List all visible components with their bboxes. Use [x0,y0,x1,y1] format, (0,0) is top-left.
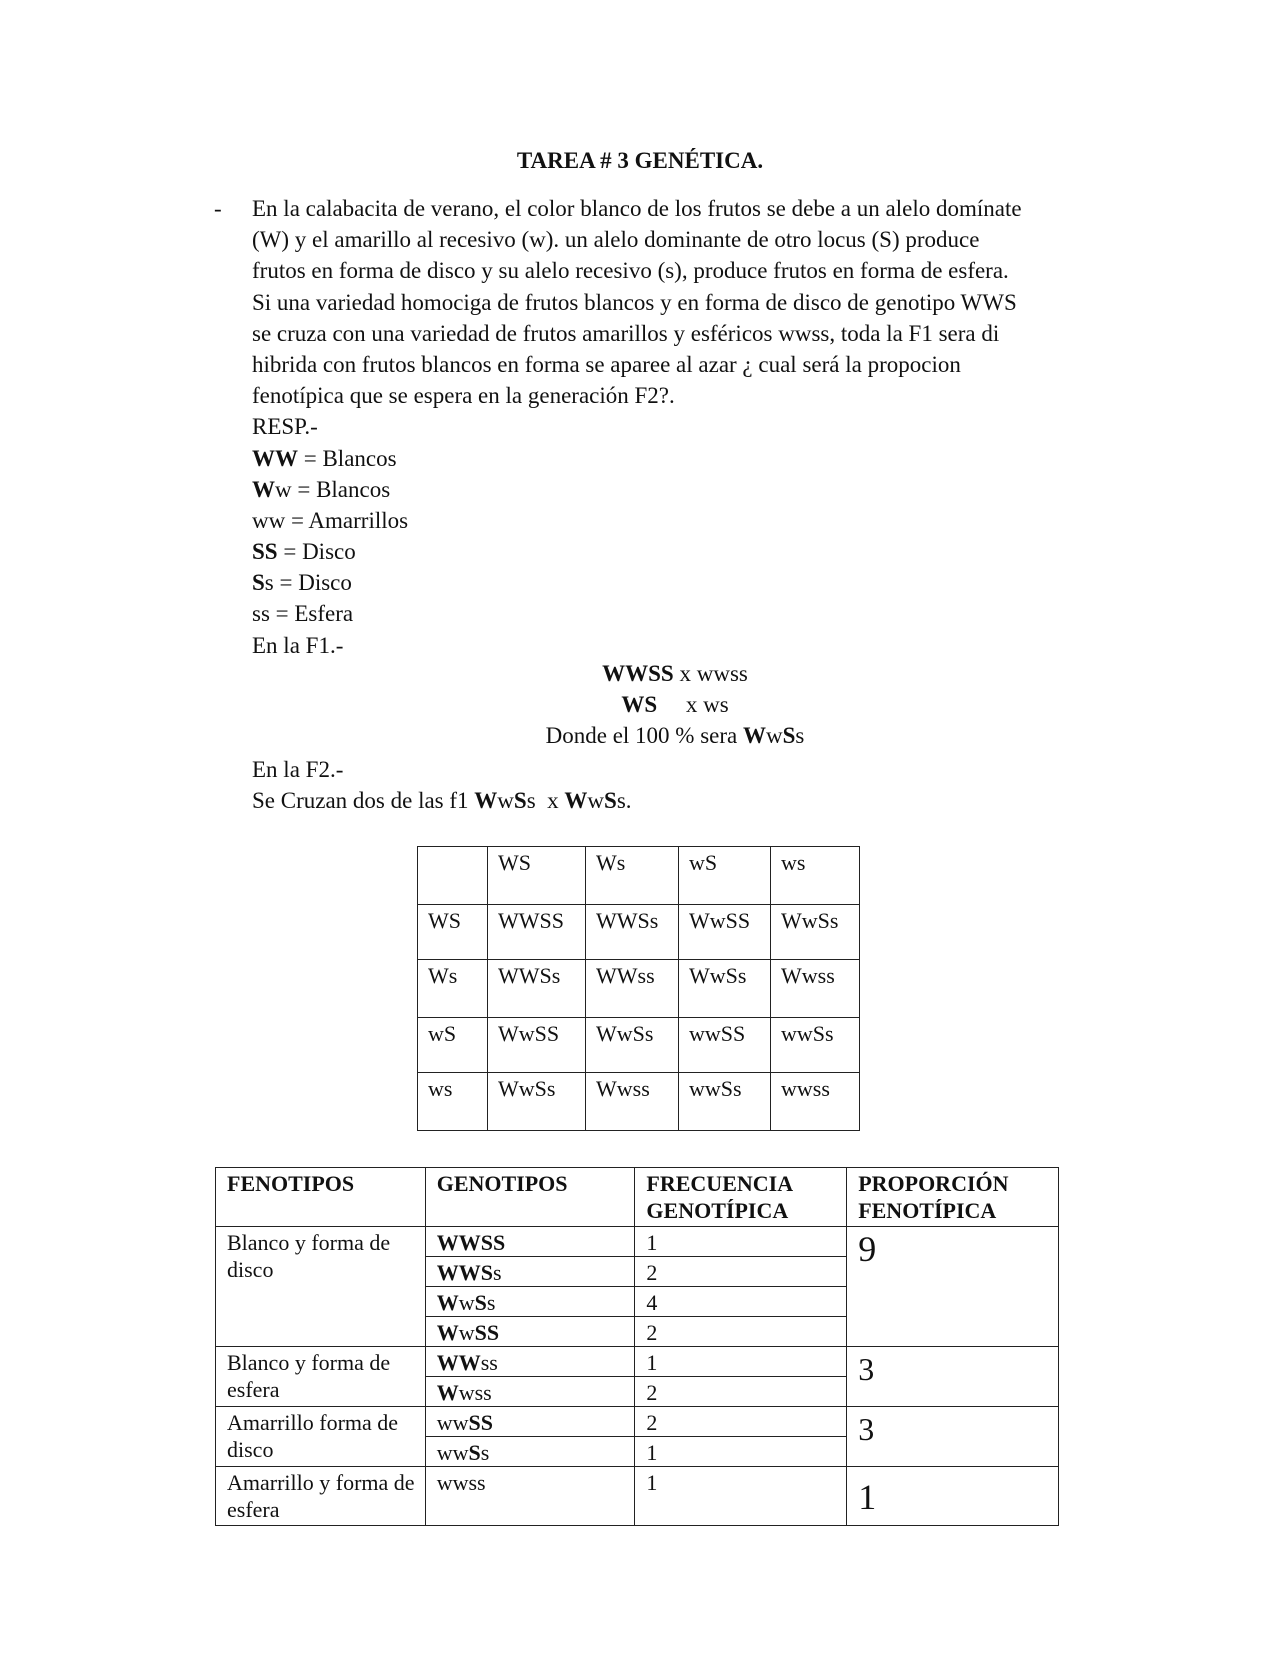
problem-line: fenotípica que se espera en la generación F2?. [252,383,675,409]
proportion-cell: 1 [847,1467,1059,1526]
frequency-cell: 1 [635,1467,847,1526]
legend-item: ss = Esfera [252,601,354,627]
punnett-header: Ws [586,847,679,905]
legend-item: SS = Disco [252,539,356,565]
frequency-cell: 1 [635,1227,847,1257]
punnett-cell: wwSS [679,1018,771,1073]
genotype-cell: Wwss [425,1377,635,1407]
phenotype-cell: Blanco y forma de esfera [216,1347,426,1407]
genotype-cell: WwSS [425,1317,635,1347]
problem-line: Si una variedad homociga de frutos blancos y en forma de disco de genotipo WWS [252,289,1017,315]
punnett-cell: Wwss [771,960,860,1018]
frequency-cell: 4 [635,1287,847,1317]
punnett-cell: WwSs [771,905,860,960]
punnett-row-header: WS [418,905,488,960]
phenotype-cell: Amarrillo y forma de esfera [216,1467,426,1526]
punnett-cell: wwss [771,1073,860,1131]
punnett-header: WS [488,847,586,905]
cross-parents: WWSS x wwss [602,661,748,686]
punnett-cell: Wwss [586,1073,679,1131]
frequency-cell: 1 [635,1437,847,1467]
problem-line: hibrida con frutos blancos en forma se aparee al azar ¿ cual será la propocion [252,351,961,377]
legend-item: ww = Amarrillos [252,507,409,533]
genotype-cell: wwSs [425,1437,635,1467]
punnett-cell: WwSS [488,1018,586,1073]
proportion-cell: 9 [847,1227,1059,1347]
legend-item: WW = Blancos [252,445,397,471]
punnett-cell: WWss [586,960,679,1018]
genotype-cell: WWss [425,1347,635,1377]
frequency-cell: 2 [635,1317,847,1347]
col-header-genotipos: GENOTIPOS [425,1168,635,1227]
frequency-cell: 2 [635,1377,847,1407]
phenotype-cell: Blanco y forma de disco [216,1227,426,1347]
punnett-header: ws [771,847,860,905]
frequency-cell: 2 [635,1257,847,1287]
cross-result: Donde el 100 % sera WwSs [545,723,805,748]
legend-item: Ww = Blancos [252,476,391,502]
punnett-row-header: Ws [418,960,488,1018]
punnett-cell: WwSs [586,1018,679,1073]
problem-line: En la calabacita de verano, el color blanco de los frutos se debe a un alelo domínate [252,196,1022,221]
genotype-cell: wwss [425,1467,635,1526]
punnett-row-header: wS [418,1018,488,1073]
genotype-cell: WWSs [425,1257,635,1287]
problem-line: se cruza con una variedad de frutos amarillos y esféricos wwss, toda la F1 sera di [252,320,1000,346]
punnett-cell: wwSs [771,1018,860,1073]
cross-gametes: WS x ws [621,692,729,717]
punnett-cell: WwSs [488,1073,586,1131]
punnett-row-header: ws [418,1073,488,1131]
f2-cross: Se Cruzan dos de las f1 WwSs x WwSs. [252,788,632,814]
phenotype-summary-table [215,1167,1059,1526]
bullet-dash: - [214,196,222,221]
punnett-square [417,846,860,1131]
punnett-cell: wwSs [679,1073,771,1131]
frequency-cell: 2 [635,1407,847,1437]
resp-label: RESP.- [252,414,318,440]
genotype-cell: WWSS [425,1227,635,1257]
problem-line: (W) y el amarillo al recesivo (w). un alelo dominante de otro locus (S) produce [252,227,980,253]
phenotype-cell: Amarrillo forma de disco [216,1407,426,1467]
punnett-header: wS [679,847,771,905]
problem-line: frutos en forma de disco y su alelo recesivo (s), produce frutos en forma de esfera. [252,258,1009,284]
problem-block [252,193,1102,661]
f2-label: En la F2.- [252,757,344,782]
frequency-cell: 1 [635,1347,847,1377]
legend-item: Ss = Disco [252,570,352,596]
document-title: TAREA # 3 GENÉTICA. [516,148,764,173]
col-header-fenotipos: FENOTIPOS [216,1168,426,1227]
punnett-cell: WWSs [586,905,679,960]
col-header-frecuencia: FRECUENCIA GENOTÍPICA [635,1168,847,1227]
punnett-corner [418,847,488,905]
punnett-cell: WWSS [488,905,586,960]
punnett-cell: WwSS [679,905,771,960]
f1-label: En la F1.- [252,632,344,658]
col-header-proporcion: PROPORCIÓN FENOTÍPICA [847,1168,1059,1227]
proportion-cell: 3 [847,1347,1059,1407]
genotype-cell: wwSS [425,1407,635,1437]
genotype-cell: WwSs [425,1287,635,1317]
punnett-cell: WwSs [679,960,771,1018]
f2-block [252,754,632,816]
punnett-cell: WWSs [488,960,586,1018]
proportion-cell: 3 [847,1407,1059,1467]
